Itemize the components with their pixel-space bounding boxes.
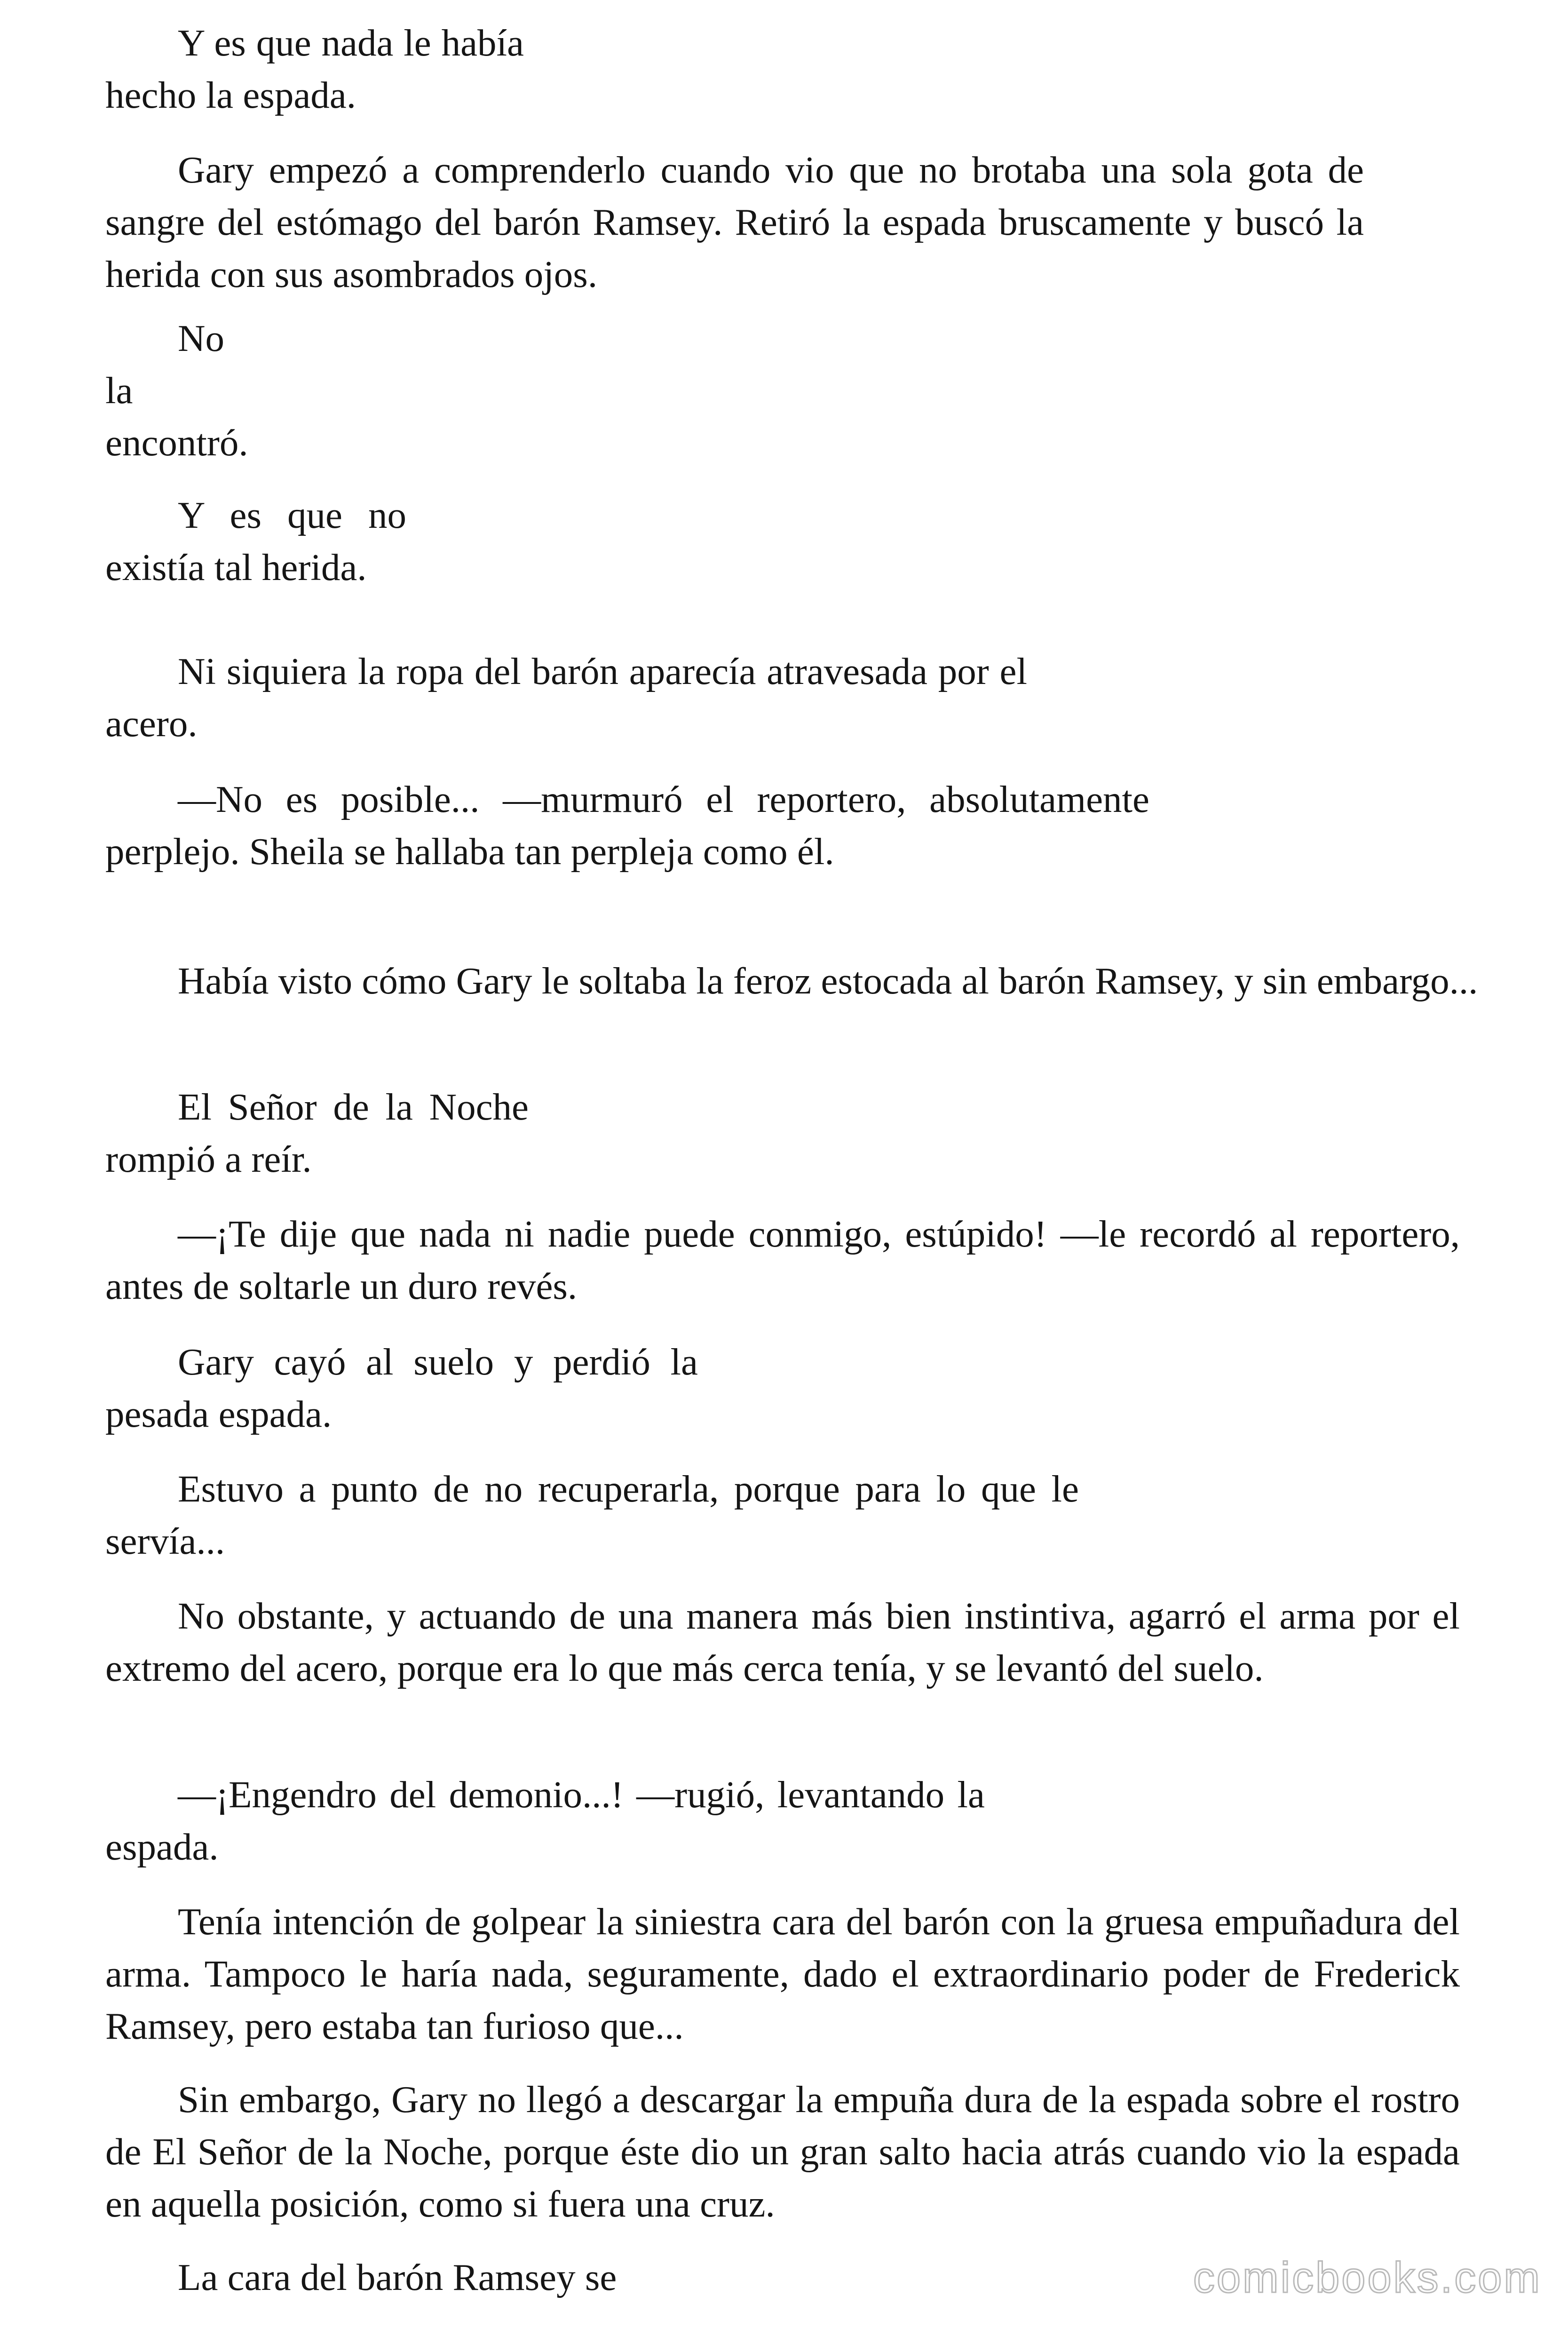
paragraph: Ni siquiera la ropa del barón aparecía atravesada por el acero. <box>105 650 1027 745</box>
paragraph: Y es que no existía tal herida. <box>105 494 406 588</box>
paragraph: —No es posible... —murmuró el reportero, absolutamente perplejo. Sheila se hallaba tan perpleja como él. <box>105 778 1149 873</box>
paragraph: El Señor de la Noche rompió a reír. <box>105 1086 529 1180</box>
watermark-logo: comicbooks.com <box>1193 2254 1542 2302</box>
paragraph: Estuvo a punto de no recuperarla, porque para lo que le servía... <box>105 1468 1079 1562</box>
paragraph: Tenía intención de golpear la siniestra cara del barón con la gruesa empuñadura del arma. Tampoco le haría nada, seguramente, dado el extraordinario poder de Frederick Ramsey, pero estaba tan furioso que... <box>105 1900 1460 2047</box>
paragraph: Gary empezó a comprenderlo cuando vio que no brotaba una sola gota de sangre del estómago del barón Ramsey. Retiró la espada bruscamente y buscó la herida con sus asombrados ojos. <box>105 149 1364 295</box>
paragraph: —¡Te dije que nada ni nadie puede conmigo, estúpido! —le recordó al reportero, antes de soltarle un duro revés. <box>105 1213 1460 1307</box>
paragraph: Y es que nada le había hecho la espada. <box>105 22 524 116</box>
paragraph: Sin embargo, Gary no llegó a descargar la empuña dura de la espada sobre el rostro de El Señor de la Noche, porque éste dio un gran salto hacia atrás cuando vio la espada en aquella posición, como si fuera una cruz. <box>105 2078 1460 2225</box>
paragraph: Gary cayó al suelo y perdió la pesada espada. <box>105 1341 698 1435</box>
paragraph: No obstante, y actuando de una manera más bien instintiva, agarró el arma por el extremo del acero, porque era lo que más cerca tenía, y se levantó del suelo. <box>105 1595 1460 1689</box>
paragraph: La cara del barón Ramsey se <box>178 2256 617 2298</box>
paragraph: Había visto cómo Gary le soltaba la feroz estocada al barón Ramsey, y sin embargo... <box>178 960 1478 1002</box>
paragraph: —¡Engendro del demonio...! —rugió, levantando la espada. <box>105 1773 985 1868</box>
paragraph: No la encontró. <box>105 317 248 464</box>
